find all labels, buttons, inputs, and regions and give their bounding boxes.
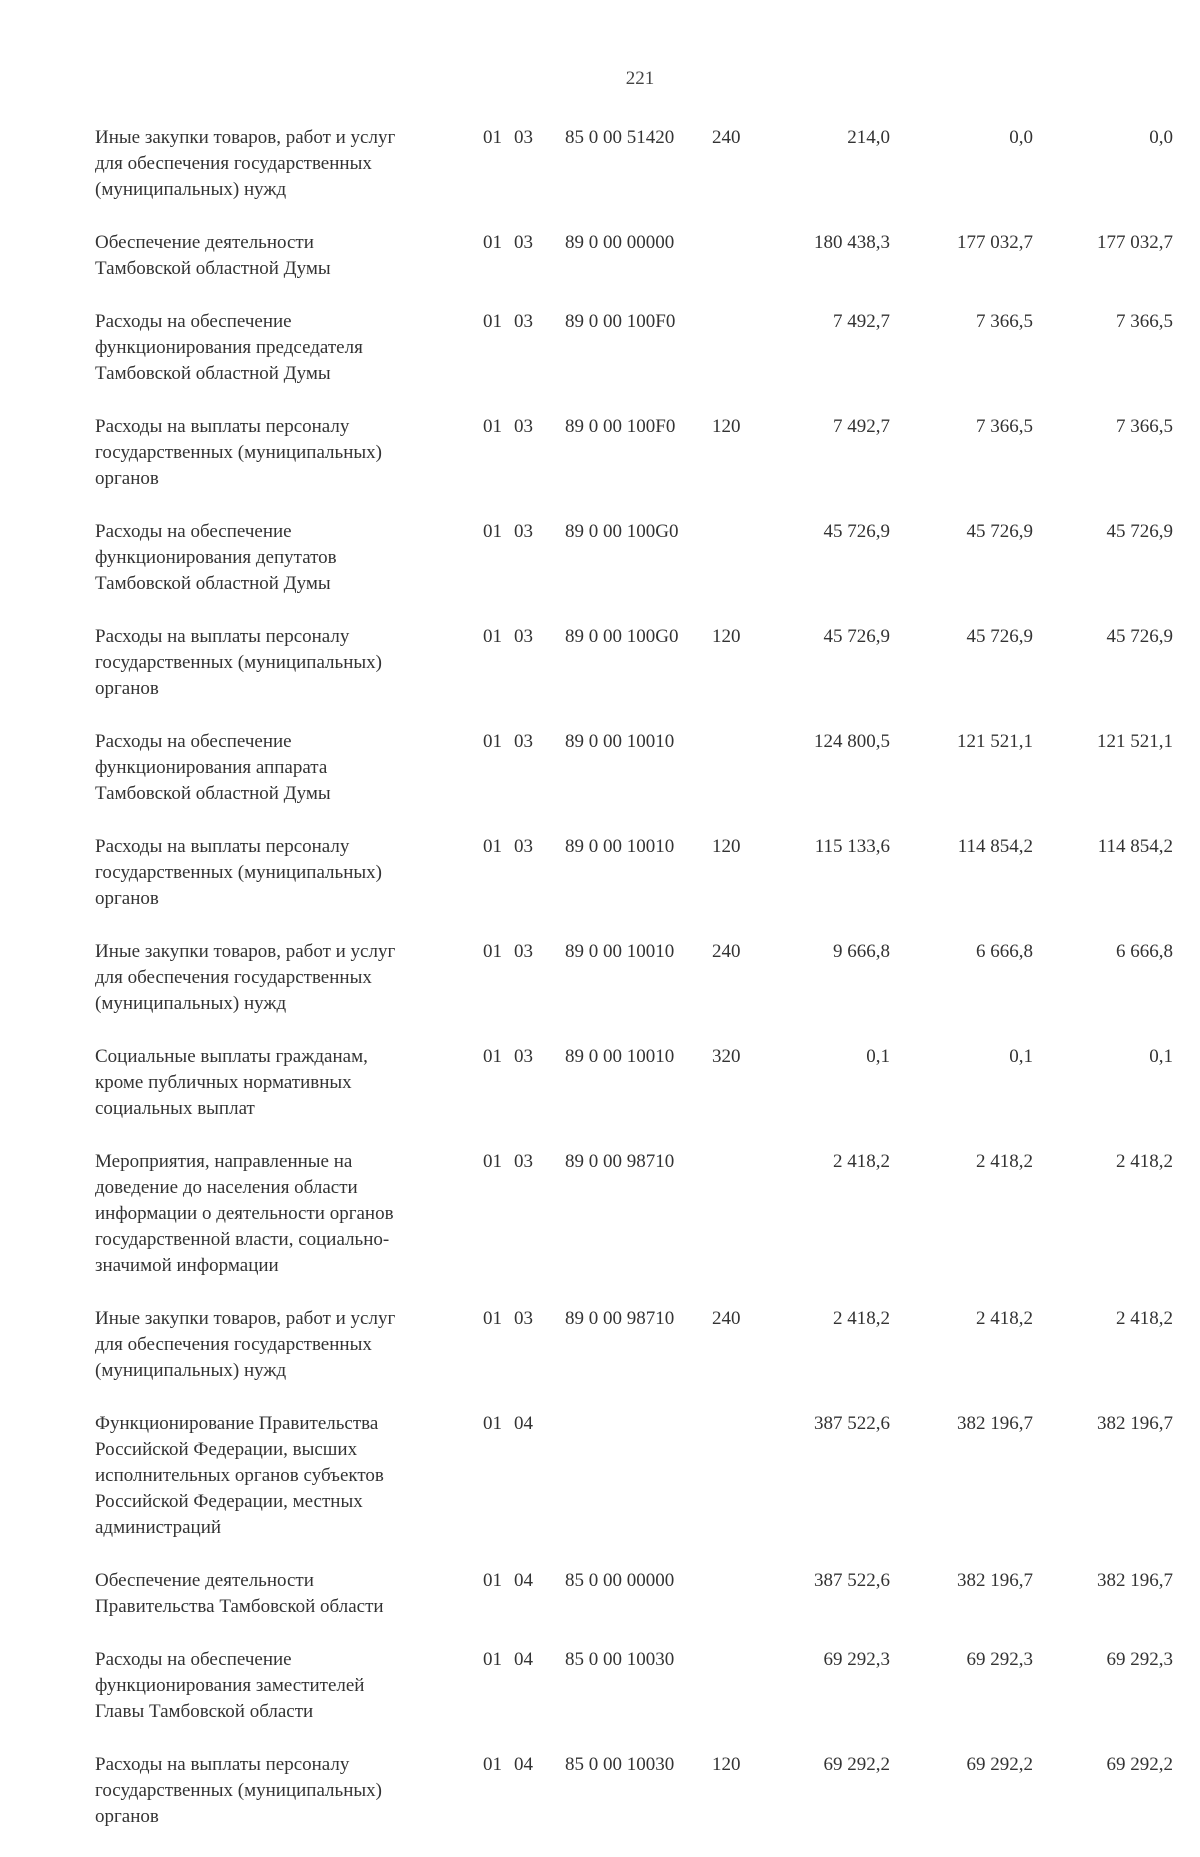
amount-year-2: 7 366,5: [976, 416, 1033, 437]
amount-year-3: 177 032,7: [1097, 232, 1173, 253]
section-code: 01: [483, 521, 502, 542]
row-name-line: исполнительных органов субъектов: [95, 1465, 384, 1486]
table-row: [0, 1647, 1200, 1752]
row-name-line: государственной власти, социально-: [95, 1229, 390, 1250]
target-article-code: 89 0 00 10010: [565, 836, 675, 857]
target-article-code: 85 0 00 51420: [565, 127, 675, 148]
section-code: 01: [483, 1308, 502, 1329]
section-code: 01: [483, 1570, 502, 1591]
amount-year-2: 69 292,2: [966, 1754, 1033, 1775]
row-name-line: государственных (муниципальных): [95, 652, 382, 673]
amount-year-1: 2 418,2: [833, 1151, 890, 1172]
amount-year-1: 2 418,2: [833, 1308, 890, 1329]
table-row: [0, 1752, 1200, 1857]
amount-year-1: 69 292,2: [823, 1754, 890, 1775]
row-name-line: органов: [95, 888, 159, 909]
expense-type-code: 120: [712, 836, 741, 857]
amount-year-1: 7 492,7: [833, 416, 890, 437]
target-article-code: 89 0 00 10010: [565, 941, 675, 962]
row-name-line: администраций: [95, 1517, 222, 1538]
amount-year-1: 7 492,7: [833, 311, 890, 332]
amount-year-3: 69 292,3: [1106, 1649, 1173, 1670]
budget-table: [0, 125, 1200, 1857]
page-number: 221: [625, 68, 655, 89]
row-name: [95, 309, 455, 387]
row-name: [95, 230, 455, 282]
subsection-code: 03: [514, 1046, 533, 1067]
amount-year-1: 45 726,9: [823, 626, 890, 647]
target-article-code: 89 0 00 100G0: [565, 626, 679, 647]
expense-type-code: 120: [712, 626, 741, 647]
row-name-line: Расходы на обеспечение: [95, 1649, 292, 1670]
table-row: [0, 834, 1200, 939]
subsection-code: 03: [514, 232, 533, 253]
amount-year-2: 177 032,7: [957, 232, 1033, 253]
row-name-line: (муниципальных) нужд: [95, 993, 287, 1014]
row-name-line: Обеспечение деятельности: [95, 1570, 314, 1591]
amount-year-1: 387 522,6: [814, 1413, 890, 1434]
row-name-line: Расходы на выплаты персоналу: [95, 1754, 350, 1775]
subsection-code: 03: [514, 1308, 533, 1329]
row-name-line: доведение до населения области: [95, 1177, 358, 1198]
amount-year-3: 7 366,5: [1116, 416, 1173, 437]
subsection-code: 04: [514, 1754, 533, 1775]
target-article-code: 89 0 00 10010: [565, 731, 675, 752]
amount-year-3: 2 418,2: [1116, 1308, 1173, 1329]
amount-year-2: 45 726,9: [966, 626, 1033, 647]
amount-year-3: 0,0: [1149, 127, 1173, 148]
row-name-line: Иные закупки товаров, работ и услуг: [95, 127, 396, 148]
target-article-code: 89 0 00 98710: [565, 1151, 675, 1172]
row-name-line: Расходы на выплаты персоналу: [95, 836, 350, 857]
amount-year-3: 45 726,9: [1106, 521, 1173, 542]
amount-year-3: 382 196,7: [1097, 1570, 1173, 1591]
amount-year-3: 45 726,9: [1106, 626, 1173, 647]
row-name-line: органов: [95, 1806, 159, 1827]
row-name-line: Тамбовской областной Думы: [95, 573, 331, 594]
amount-year-3: 0,1: [1149, 1046, 1173, 1067]
row-name-line: функционирования аппарата: [95, 757, 328, 778]
subsection-code: 03: [514, 836, 533, 857]
amount-year-2: 69 292,3: [966, 1649, 1033, 1670]
target-article-code: 85 0 00 00000: [565, 1570, 675, 1591]
subsection-code: 03: [514, 1151, 533, 1172]
row-name-line: Правительства Тамбовской области: [95, 1596, 384, 1617]
row-name-line: Тамбовской областной Думы: [95, 363, 331, 384]
row-name-line: для обеспечения государственных: [95, 967, 372, 988]
table-row: [0, 1149, 1200, 1306]
target-article-code: 89 0 00 00000: [565, 232, 675, 253]
amount-year-2: 382 196,7: [957, 1570, 1033, 1591]
row-name-line: органов: [95, 678, 159, 699]
table-row: [0, 519, 1200, 624]
row-name-line: функционирования председателя: [95, 337, 363, 358]
amount-year-2: 2 418,2: [976, 1151, 1033, 1172]
amount-year-2: 121 521,1: [957, 731, 1033, 752]
amount-year-1: 45 726,9: [823, 521, 890, 542]
row-name-line: Российской Федерации, местных: [95, 1491, 363, 1512]
row-name: [95, 1411, 455, 1541]
row-name-line: органов: [95, 468, 159, 489]
table-row: [0, 414, 1200, 519]
row-name-line: функционирования депутатов: [95, 547, 337, 568]
target-article-code: 85 0 00 10030: [565, 1649, 675, 1670]
table-row: [0, 1044, 1200, 1149]
row-name-line: Тамбовской областной Думы: [95, 783, 331, 804]
row-name-line: (муниципальных) нужд: [95, 1360, 287, 1381]
amount-year-3: 121 521,1: [1097, 731, 1173, 752]
row-name-line: государственных (муниципальных): [95, 1780, 382, 1801]
expense-type-code: 320: [712, 1046, 741, 1067]
section-code: 01: [483, 941, 502, 962]
row-name: [95, 125, 455, 203]
row-name: [95, 624, 455, 702]
row-name-line: Функционирование Правительства: [95, 1413, 379, 1434]
row-name-line: Иные закупки товаров, работ и услуг: [95, 941, 396, 962]
amount-year-1: 387 522,6: [814, 1570, 890, 1591]
row-name-line: кроме публичных нормативных: [95, 1072, 352, 1093]
table-row: [0, 1306, 1200, 1411]
amount-year-1: 69 292,3: [823, 1649, 890, 1670]
row-name-line: функционирования заместителей: [95, 1675, 365, 1696]
subsection-code: 03: [514, 311, 533, 332]
subsection-code: 04: [514, 1649, 533, 1670]
row-name-line: Расходы на обеспечение: [95, 521, 292, 542]
row-name-line: Мероприятия, направленные на: [95, 1151, 353, 1172]
subsection-code: 03: [514, 127, 533, 148]
row-name: [95, 519, 455, 597]
row-name: [95, 1044, 455, 1122]
row-name-line: Тамбовской областной Думы: [95, 258, 331, 279]
target-article-code: 89 0 00 98710: [565, 1308, 675, 1329]
expense-type-code: 240: [712, 1308, 741, 1329]
table-row: [0, 1411, 1200, 1568]
row-name-line: значимой информации: [95, 1255, 279, 1276]
amount-year-1: 180 438,3: [814, 232, 890, 253]
expense-type-code: 120: [712, 1754, 741, 1775]
amount-year-1: 115 133,6: [814, 836, 890, 857]
table-row: [0, 309, 1200, 414]
section-code: 01: [483, 311, 502, 332]
row-name: [95, 729, 455, 807]
section-code: 01: [483, 1151, 502, 1172]
section-code: 01: [483, 127, 502, 148]
subsection-code: 04: [514, 1570, 533, 1591]
subsection-code: 03: [514, 941, 533, 962]
row-name-line: Расходы на обеспечение: [95, 731, 292, 752]
target-article-code: 85 0 00 10030: [565, 1754, 675, 1775]
amount-year-2: 6 666,8: [976, 941, 1033, 962]
row-name-line: (муниципальных) нужд: [95, 179, 287, 200]
amount-year-2: 45 726,9: [966, 521, 1033, 542]
amount-year-2: 2 418,2: [976, 1308, 1033, 1329]
row-name-line: государственных (муниципальных): [95, 442, 382, 463]
row-name-line: Социальные выплаты гражданам,: [95, 1046, 368, 1067]
amount-year-1: 214,0: [847, 127, 890, 148]
table-row: [0, 939, 1200, 1044]
row-name: [95, 1306, 455, 1384]
row-name-line: государственных (муниципальных): [95, 862, 382, 883]
row-name: [95, 1647, 455, 1725]
target-article-code: 89 0 00 100F0: [565, 416, 676, 437]
row-name-line: Иные закупки товаров, работ и услуг: [95, 1308, 396, 1329]
amount-year-2: 114 854,2: [957, 836, 1033, 857]
row-name-line: Расходы на обеспечение: [95, 311, 292, 332]
table-row: [0, 230, 1200, 309]
target-article-code: 89 0 00 100G0: [565, 521, 679, 542]
amount-year-2: 0,0: [1009, 127, 1033, 148]
row-name: [95, 939, 455, 1017]
subsection-code: 03: [514, 731, 533, 752]
subsection-code: 04: [514, 1413, 533, 1434]
section-code: 01: [483, 1413, 502, 1434]
expense-type-code: 120: [712, 416, 741, 437]
row-name-line: Расходы на выплаты персоналу: [95, 416, 350, 437]
amount-year-2: 7 366,5: [976, 311, 1033, 332]
section-code: 01: [483, 232, 502, 253]
amount-year-3: 382 196,7: [1097, 1413, 1173, 1434]
subsection-code: 03: [514, 416, 533, 437]
amount-year-3: 6 666,8: [1116, 941, 1173, 962]
row-name-line: Российской Федерации, высших: [95, 1439, 358, 1460]
row-name: [95, 1149, 455, 1279]
amount-year-3: 2 418,2: [1116, 1151, 1173, 1172]
section-code: 01: [483, 626, 502, 647]
row-name-line: Обеспечение деятельности: [95, 232, 314, 253]
row-name: [95, 1568, 455, 1620]
row-name-line: информации о деятельности органов: [95, 1203, 394, 1224]
amount-year-1: 124 800,5: [814, 731, 890, 752]
amount-year-2: 0,1: [1009, 1046, 1033, 1067]
expense-type-code: 240: [712, 941, 741, 962]
row-name-line: для обеспечения государственных: [95, 1334, 372, 1355]
row-name: [95, 834, 455, 912]
subsection-code: 03: [514, 521, 533, 542]
amount-year-3: 69 292,2: [1106, 1754, 1173, 1775]
section-code: 01: [483, 731, 502, 752]
row-name: [95, 414, 455, 492]
target-article-code: 89 0 00 100F0: [565, 311, 676, 332]
amount-year-3: 114 854,2: [1097, 836, 1173, 857]
row-name-line: Расходы на выплаты персоналу: [95, 626, 350, 647]
table-row: [0, 729, 1200, 834]
section-code: 01: [483, 416, 502, 437]
amount-year-1: 9 666,8: [833, 941, 890, 962]
subsection-code: 03: [514, 626, 533, 647]
section-code: 01: [483, 1046, 502, 1067]
section-code: 01: [483, 1754, 502, 1775]
table-row: [0, 1568, 1200, 1647]
section-code: 01: [483, 1649, 502, 1670]
expense-type-code: 240: [712, 127, 741, 148]
amount-year-2: 382 196,7: [957, 1413, 1033, 1434]
section-code: 01: [483, 836, 502, 857]
table-row: [0, 125, 1200, 230]
target-article-code: 89 0 00 10010: [565, 1046, 675, 1067]
amount-year-3: 7 366,5: [1116, 311, 1173, 332]
row-name-line: для обеспечения государственных: [95, 153, 372, 174]
row-name: [95, 1752, 455, 1830]
amount-year-1: 0,1: [866, 1046, 890, 1067]
row-name-line: Главы Тамбовской области: [95, 1701, 314, 1722]
row-name-line: социальных выплат: [95, 1098, 255, 1119]
table-row: [0, 624, 1200, 729]
